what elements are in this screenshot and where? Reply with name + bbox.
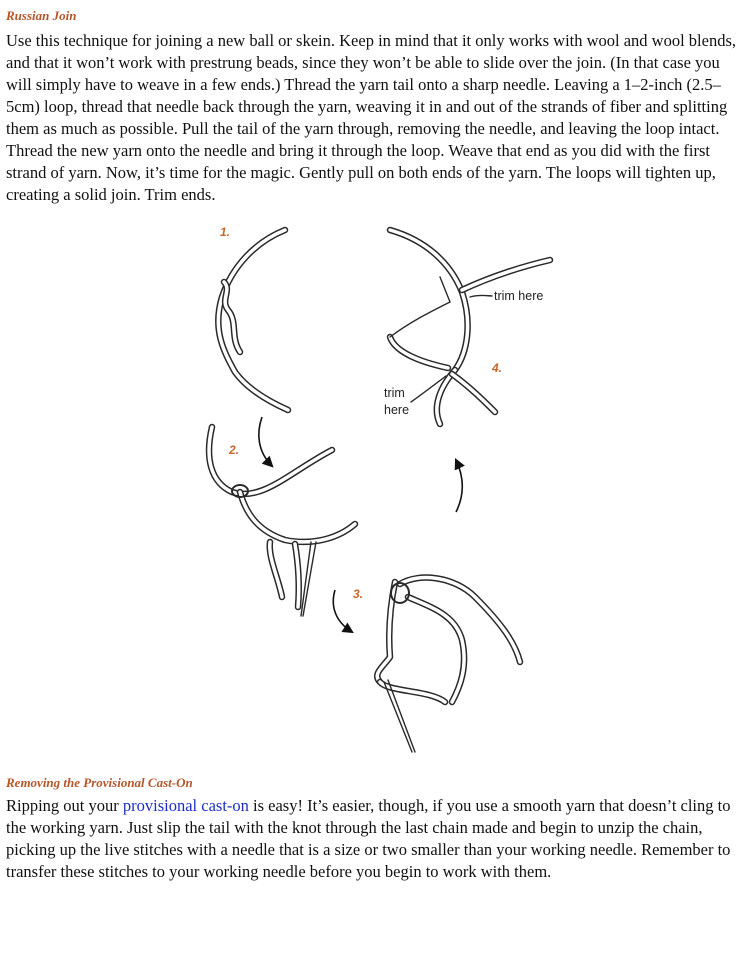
- step-number-4: 4.: [492, 361, 503, 375]
- paragraph-text-end: is easy! It’s easier, though, if you use a smooth yarn that doesn’t cling to the working yarn. Just slip the tail with the knot through the last chain made and begin to unzip the chain, picking up the live stitches with a needle that is a size or two smaller than your working needle. Remember to transfer these stitches to your working needle before you begin to work with them.: [6, 796, 731, 881]
- russian-join-paragraph: Use this technique for joining a new ball or skein. Keep in mind that it only works with wool and wool blends, and that it won’t work with prestrung beads, since they won’t be able to slide over the join. (In that case you will simply have to weave in a few ends.) Thread the yarn tail onto a sharp needle. Leaving a 1–2-inch (2.5–5cm) loop, thread that needle back through the yarn, weaving it in and out of the strands of fiber and splitting them as much as possible. Pull the tail of the yarn through, removing the needle, and leaving the loop intact. Thread the new yarn onto the needle and bring it through the loop. Weave that end as you did with the first strand of yarn. Now, it’s time for the magic. Gently pull on both ends of the yarn. The loops will tighten up, creating a solid join. Trim ends.: [6, 31, 737, 204]
- trim-here-pointer-1: [470, 295, 492, 297]
- provisional-cast-on-link[interactable]: provisional cast-on: [122, 796, 249, 815]
- step-1-drawing: [218, 230, 288, 410]
- arrow-2-to-3: [333, 590, 352, 632]
- step-number-2: 2.: [229, 443, 240, 457]
- step-4-drawing: [390, 230, 550, 424]
- step-number-1: 1.: [220, 225, 231, 239]
- paragraph-text-start: Ripping out your: [6, 796, 123, 815]
- trim-label-line2: here: [384, 403, 410, 417]
- arrow-3-to-4: [456, 460, 462, 512]
- section-heading-provisional-cast-on: Removing the Provisional Cast-On: [6, 775, 193, 790]
- arrow-1-to-2: [259, 417, 272, 466]
- provisional-cast-on-paragraph: [6, 795, 746, 883]
- trim-here-label-1: trim here: [494, 289, 544, 303]
- section-heading-russian-join: Russian Join: [6, 8, 77, 23]
- step-3-drawing: [377, 578, 520, 752]
- trim-label-line1: trim: [384, 386, 405, 400]
- step-number-3: 3.: [353, 587, 364, 601]
- russian-join-illustration: [0, 212, 750, 772]
